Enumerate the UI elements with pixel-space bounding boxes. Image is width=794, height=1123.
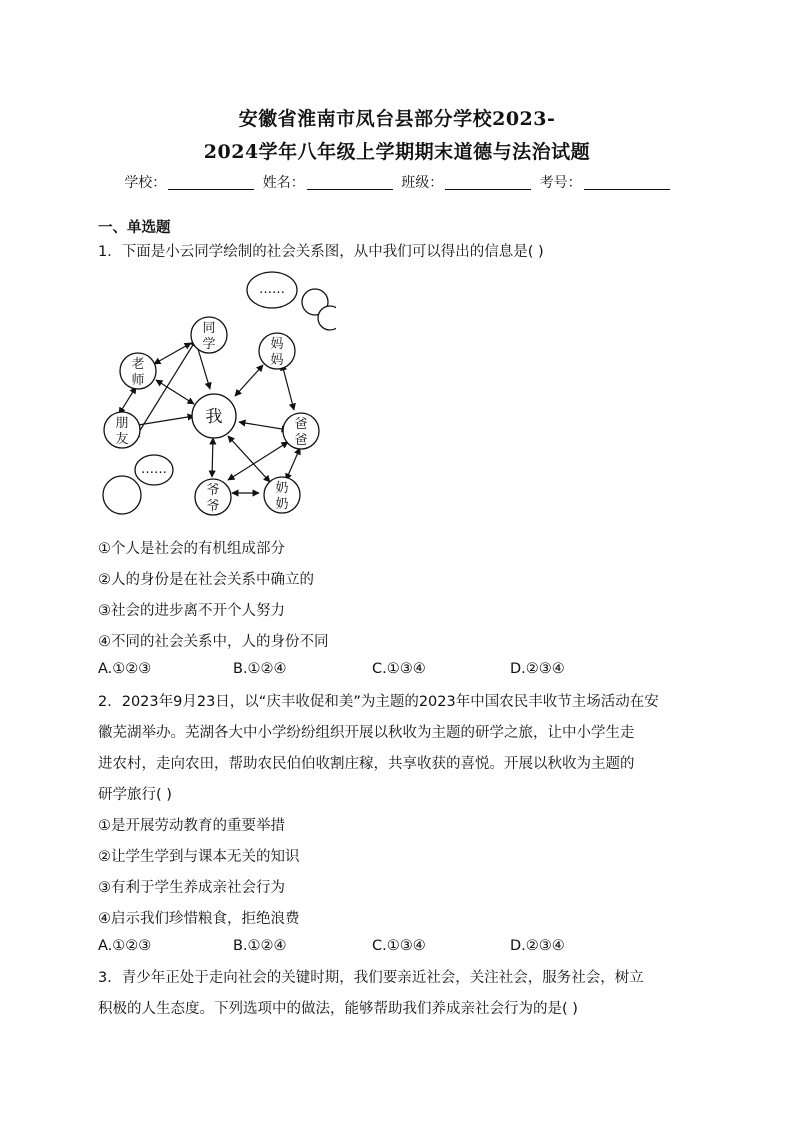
class-label: 班级： bbox=[401, 175, 444, 191]
node-yeye-label-1: 爷 bbox=[206, 483, 220, 498]
q2-statement-1: ①是开展劳动教育的重要举措 bbox=[98, 818, 285, 834]
node-mama-label-2: 妈 bbox=[270, 353, 284, 368]
node-mama-label-1: 妈 bbox=[270, 337, 284, 352]
arrow-mama-baba bbox=[282, 364, 294, 410]
class-blank[interactable] bbox=[445, 175, 531, 190]
node-pengyou-label-2: 友 bbox=[115, 432, 129, 447]
section-title: 一、单选题 bbox=[98, 220, 171, 236]
q2-option-c[interactable]: C.①③④ bbox=[372, 938, 426, 954]
node-tongxue-label-2: 学 bbox=[202, 337, 216, 352]
exam-title-line-2: 2024学年八年级上学期期末道德与法治试题 bbox=[203, 141, 591, 163]
q1-option-b[interactable]: B.①②④ bbox=[233, 661, 287, 677]
node-tongxue-label-1: 同 bbox=[202, 321, 216, 336]
ellipsis-text-left: …… bbox=[141, 462, 167, 477]
student-info-fields bbox=[0, 172, 794, 192]
name-field bbox=[263, 172, 393, 192]
exam-number-field bbox=[540, 172, 670, 192]
arrow-me-baba bbox=[239, 422, 288, 430]
q1-statement-1: ①个人是社会的有机组成部分 bbox=[98, 541, 285, 557]
class-field bbox=[401, 172, 531, 192]
node-yeye-label-2: 爷 bbox=[206, 499, 220, 514]
node-pengyou-label-1: 朋 bbox=[115, 416, 129, 431]
ellipsis-text-top: …… bbox=[259, 282, 285, 297]
exam-title-line-1: 安徽省淮南市凤台县部分学校2023- bbox=[238, 108, 556, 130]
q1-statement-3: ③社会的进步离不开个人努力 bbox=[98, 603, 285, 619]
q1-statement-2: ②人的身份是在社会关系中确立的 bbox=[98, 572, 314, 588]
arrow-me-nainai bbox=[228, 436, 270, 482]
q1-option-a[interactable]: A.①②③ bbox=[98, 661, 152, 677]
node-baba-label-2: 爸 bbox=[294, 433, 308, 448]
q1-option-c[interactable]: C.①③④ bbox=[372, 661, 426, 677]
ellipsis-bubble-small-2 bbox=[318, 306, 336, 330]
exam-number-blank[interactable] bbox=[584, 175, 670, 190]
social-relations-diagram bbox=[96, 262, 336, 522]
node-laoshi-label-2: 师 bbox=[131, 373, 145, 388]
node-me-label: 我 bbox=[205, 407, 223, 427]
arrow-me-pengyou bbox=[132, 416, 194, 426]
arrow-yeye-baba bbox=[228, 442, 288, 480]
q2-statement-4: ④启示我们珍惜粮食，拒绝浪费 bbox=[98, 911, 300, 927]
q2-option-b[interactable]: B.①②④ bbox=[233, 938, 287, 954]
q2-option-a[interactable]: A.①②③ bbox=[98, 938, 152, 954]
q2-stem-line-2: 徽芜湖举办。芜湖各大中小学纷纷组织开展以秋收为主题的研学之旅，让中小学生走 bbox=[98, 725, 635, 741]
q1-statement-4: ④不同的社会关系中，人的身份不同 bbox=[98, 634, 329, 650]
arrow-me-yeye bbox=[212, 438, 213, 477]
node-baba-label-1: 爸 bbox=[294, 417, 308, 432]
arrow-me-mama bbox=[235, 365, 263, 396]
q2-stem-line-3: 进农村，走向农田，帮助农民伯伯收割庄稼，共享收获的喜悦。开展以秋收为主题的 bbox=[98, 756, 635, 772]
arrow-laoshi-pengyou bbox=[119, 387, 136, 414]
q2-option-d[interactable]: D.②③④ bbox=[510, 938, 565, 954]
node-empty bbox=[103, 476, 141, 514]
node-nainai-label-1: 奶 bbox=[275, 481, 289, 496]
q1-stem: 1．下面是小云同学绘制的社会关系图，从中我们可以得出的信息是( ) bbox=[98, 244, 544, 260]
q2-stem-line-1: 2．2023年9月23日，以“庆丰收促和美”为主题的2023年中国农民丰收节主场活动在安 bbox=[98, 694, 659, 710]
school-blank[interactable] bbox=[168, 175, 254, 190]
q1-option-d[interactable]: D.②③④ bbox=[510, 661, 565, 677]
name-label: 姓名： bbox=[262, 175, 305, 191]
q3-stem-line-1: 3．青少年正处于走向社会的关键时期，我们要亲近社会，关注社会，服务社会，树立 bbox=[98, 970, 644, 986]
arrow-me-laoshi bbox=[156, 380, 194, 404]
school-field bbox=[124, 172, 254, 192]
node-nainai-label-2: 奶 bbox=[275, 497, 289, 512]
arrow-laoshi-tongxue bbox=[154, 343, 191, 364]
node-laoshi-label-1: 老 bbox=[131, 357, 145, 372]
arrow-nainai-baba bbox=[286, 448, 300, 480]
name-blank[interactable] bbox=[307, 175, 393, 190]
school-label: 学校： bbox=[124, 175, 167, 191]
q2-statement-3: ③有利于学生养成亲社会行为 bbox=[98, 880, 285, 896]
q2-statement-2: ②让学生学到与课本无关的知识 bbox=[98, 849, 300, 865]
q2-stem-line-4: 研学旅行( ) bbox=[98, 787, 172, 803]
q3-stem-line-2: 积极的人生态度。下列选项中的做法，能够帮助我们养成亲社会行为的是( ) bbox=[98, 1001, 578, 1017]
exam-number-label: 考号： bbox=[539, 175, 582, 191]
